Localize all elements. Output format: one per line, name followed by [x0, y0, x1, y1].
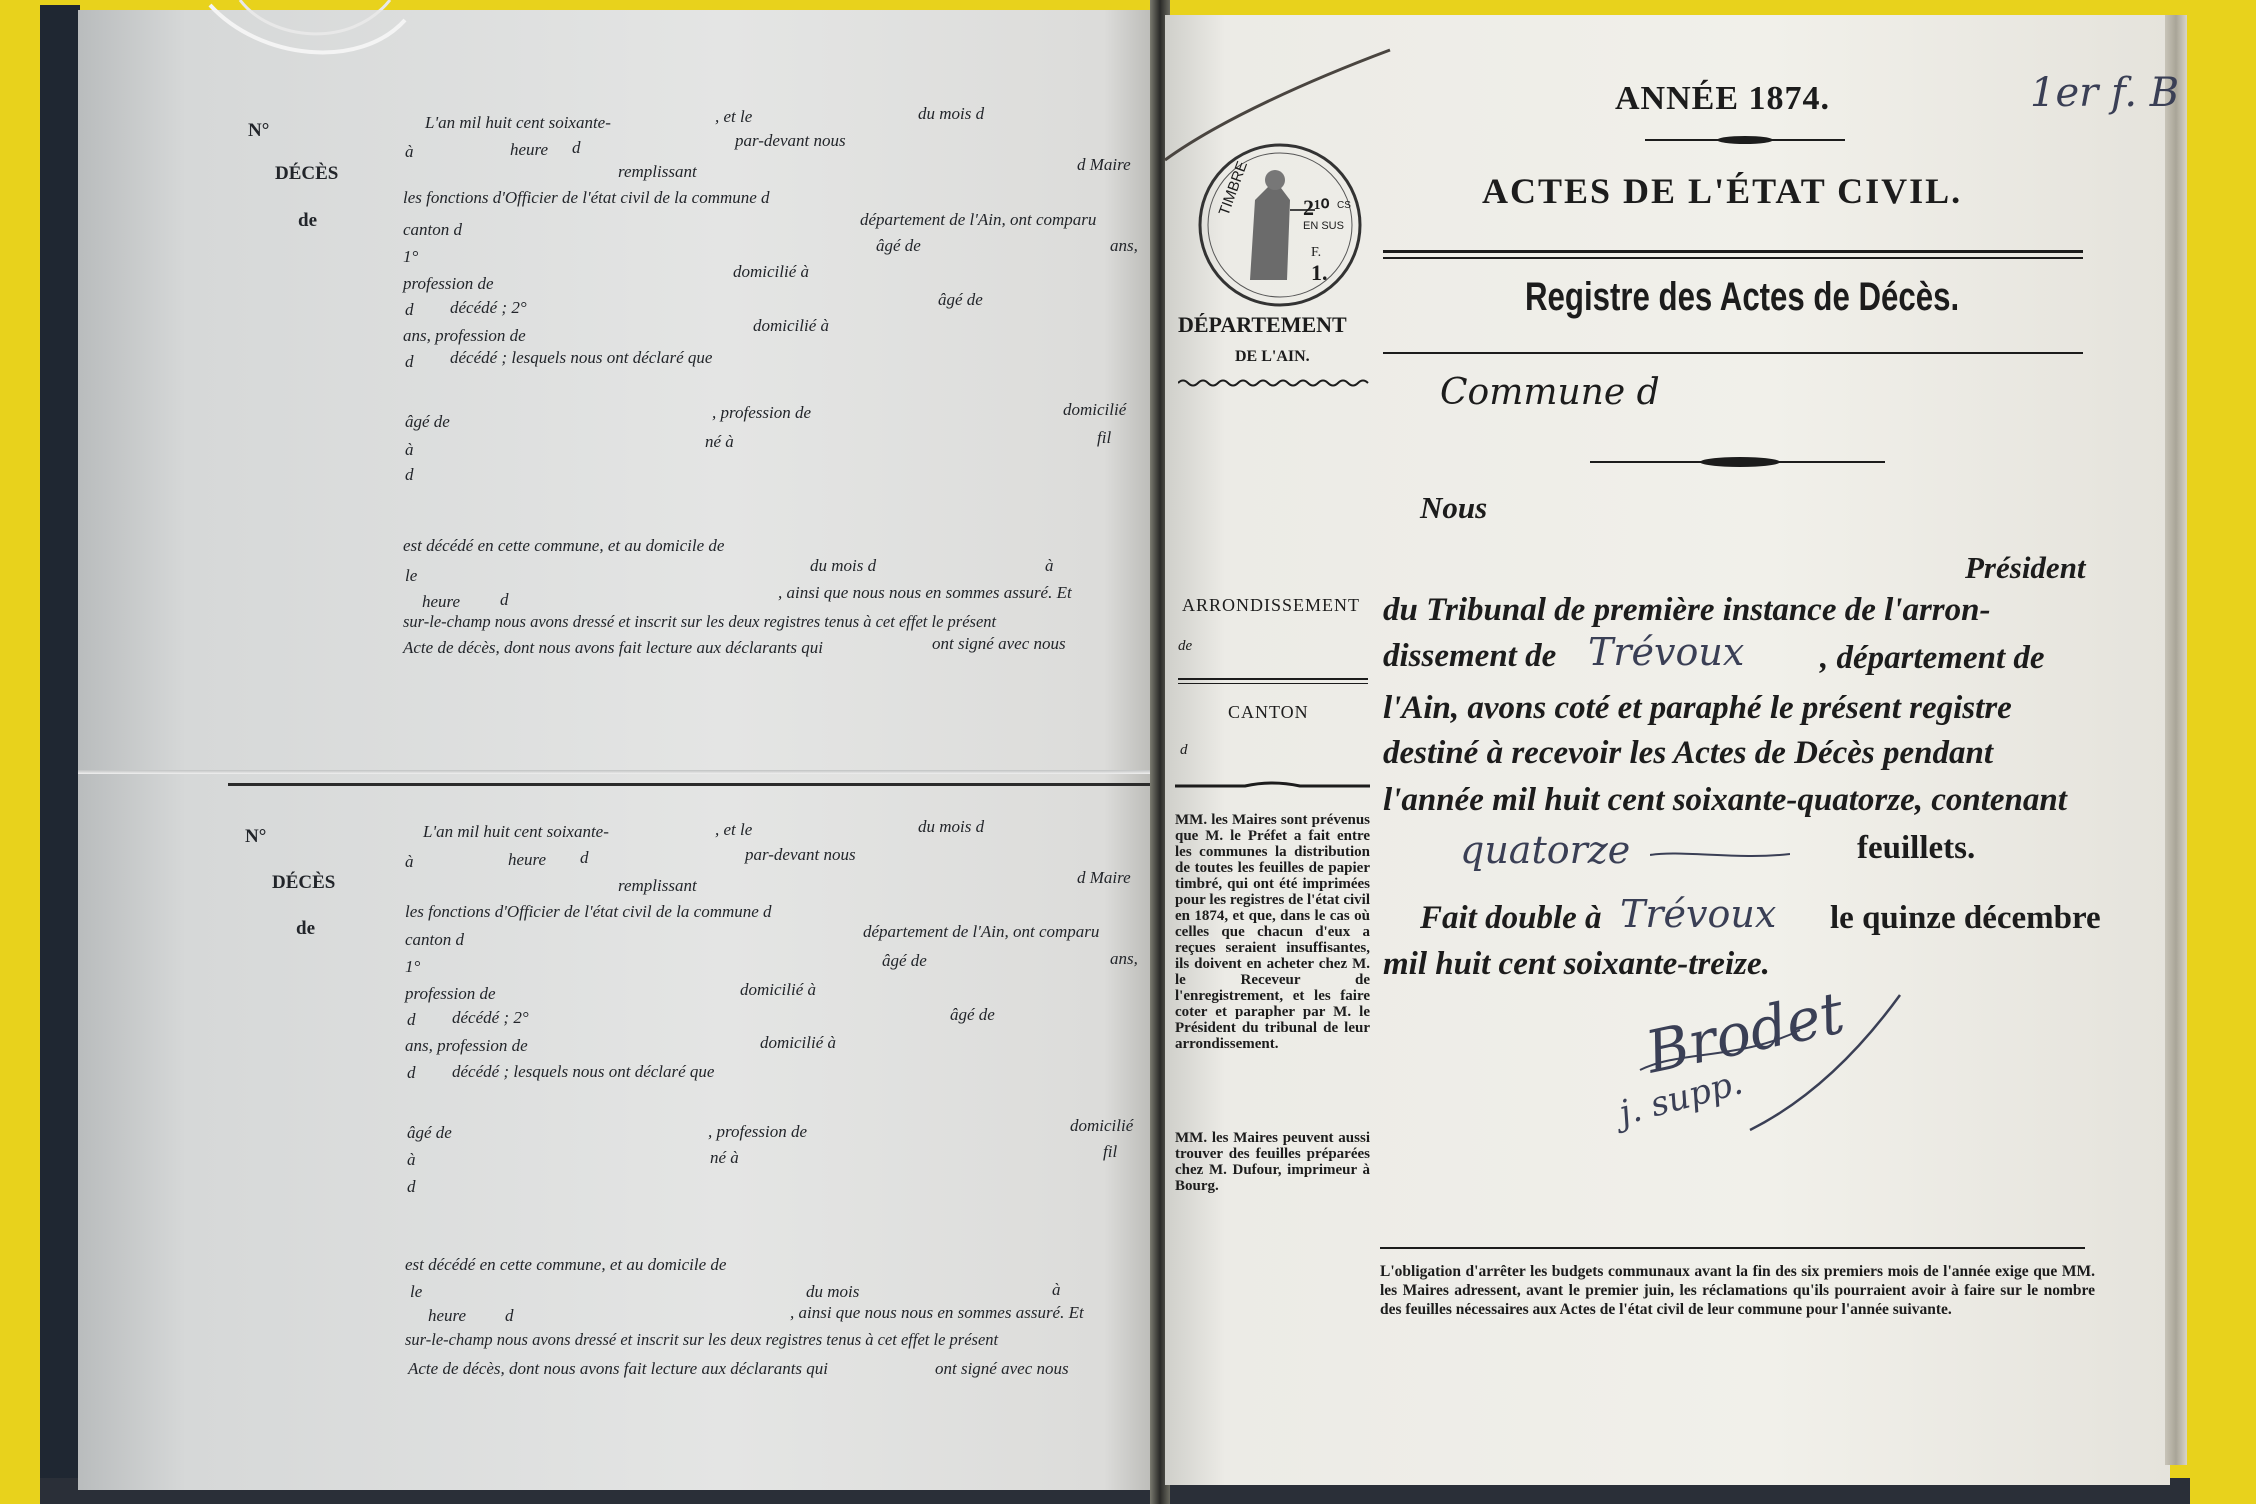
- entry-text: âgé de: [876, 236, 921, 255]
- stamp-f-value: 1.: [1311, 260, 1328, 285]
- arrondissement-de: de: [1178, 638, 1193, 654]
- deces-label: DÉCÈS: [275, 163, 339, 184]
- commune-label: Commune d: [1440, 372, 1660, 413]
- de-l-ain-label: DE L'AIN.: [1235, 348, 1310, 365]
- handwritten-dash: [1650, 850, 1790, 860]
- title-rule: [1383, 352, 2083, 354]
- entry-text: décédé ; 2°: [450, 298, 527, 317]
- entry-text: par-devant nous: [735, 131, 846, 150]
- book-cover: [40, 5, 80, 1504]
- entry-text: heure: [428, 1306, 467, 1325]
- sidebar-rule: [1178, 683, 1368, 684]
- sidebar-note-dufour: MM. les Maires peuvent aussi trouver des feuilles préparées chez M. Dufour, imprimeur à Bourg.: [1175, 1130, 1370, 1194]
- arrondissement-label: ARRONDISSEMENT: [1182, 595, 1361, 615]
- entry-text: profession de: [405, 984, 496, 1003]
- footer-note: L'obligation d'arrêter les budgets communaux avant la fin des six premiers mois de l'année exige que MM. les Maires adressent, avant le premier juin, les réclamations qu'ils pourraient avoir à faire sur le nombre des feuilles nécessaires aux Actes de l'état civil de leur commune pour l'année suivante.: [1380, 1263, 2095, 1318]
- entry-text: d: [500, 590, 509, 609]
- sidebar-flourish: [1175, 780, 1370, 792]
- entry-text: fil: [1103, 1142, 1118, 1161]
- entry-text: du mois d: [918, 817, 985, 836]
- entry-text: d: [580, 848, 589, 867]
- entry-text: d: [407, 1063, 416, 1082]
- entry-text: décédé ; 2°: [452, 1008, 529, 1027]
- entry-text: d Maire: [1077, 868, 1131, 887]
- entry-text: ont signé avec nous: [932, 634, 1066, 653]
- entry-text: domicilié à: [753, 316, 830, 335]
- entry-text: d: [407, 1010, 416, 1029]
- entry-text: sur-le-champ nous avons dressé et inscrit sur les deux registres tenus à cet effet le présent: [405, 1330, 999, 1349]
- entry-text: 1°: [405, 957, 421, 976]
- double-rule: [1383, 257, 2083, 259]
- entry-text: à: [405, 440, 414, 459]
- declaration-line: dissement de: [1383, 638, 1557, 674]
- declaration-line: , département de: [1820, 640, 2045, 676]
- entry-text: décédé ; lesquels nous ont déclaré que: [450, 348, 713, 367]
- entry-text: ans,: [1110, 949, 1138, 968]
- entry-text: à: [407, 1150, 416, 1169]
- entry-text: profession de: [403, 274, 494, 293]
- stamp-price: 2¹⁰: [1303, 195, 1330, 220]
- entry-text: département de l'Ain, ont comparu: [860, 210, 1097, 229]
- entry-text: , et le: [715, 820, 753, 839]
- folio-mark: 1er f. B: [2030, 70, 2180, 116]
- stamp-f-label: F.: [1311, 245, 1322, 260]
- president-label: Président: [1965, 550, 2086, 585]
- canton-label: CANTON: [1228, 702, 1309, 722]
- entry-text: est décédé en cette commune, et au domicile de: [405, 1255, 727, 1274]
- entry-text: domicilié: [1070, 1116, 1134, 1135]
- entry-text: domicilié: [1063, 400, 1127, 419]
- declaration-line: l'année mil huit cent soixante-quatorze, contenant: [1383, 782, 2067, 818]
- entry-number-label: N°: [248, 120, 270, 141]
- entry-text: canton d: [403, 220, 463, 239]
- entry-text: remplissant: [618, 162, 697, 181]
- entry-text: fil: [1097, 428, 1112, 447]
- entry-text: par-devant nous: [745, 845, 856, 864]
- departement-label: DÉPARTEMENT: [1178, 312, 1347, 337]
- entry-text: L'an mil huit cent soixante-: [423, 822, 609, 841]
- nous-label: Nous: [1420, 490, 1488, 525]
- entry-text: âgé de: [950, 1005, 995, 1024]
- ornament-rule: [1645, 133, 1845, 147]
- deces-label: DÉCÈS: [272, 872, 336, 893]
- ornament-rule: [1590, 455, 1885, 469]
- entry-text: heure: [510, 140, 549, 159]
- entry-text: Acte de décès, dont nous avons fait lecture aux déclarants qui: [403, 638, 824, 657]
- entry-text: du mois d: [918, 104, 985, 123]
- entry-text: d: [405, 300, 414, 319]
- entry-text: les fonctions d'Officier de l'état civil de la commune d: [405, 902, 772, 921]
- entry-text: d Maire: [1077, 155, 1131, 174]
- entry-text: d: [405, 465, 414, 484]
- entry-text: né à: [710, 1148, 739, 1167]
- timbre-stamp: [1195, 140, 1365, 310]
- declaration-line: Fait double à: [1420, 900, 1602, 936]
- entry-text: d: [505, 1306, 514, 1325]
- handwritten-feuillets: quatorze: [1460, 828, 1631, 872]
- entry-text: , et le: [715, 107, 753, 126]
- entry-text: âgé de: [882, 951, 927, 970]
- stamp-price-suffix: CS: [1337, 200, 1351, 211]
- declaration-line: destiné à recevoir les Actes de Décès pendant: [1383, 735, 1994, 771]
- deces-de-label: de: [298, 210, 317, 231]
- entry-text: d: [405, 352, 414, 371]
- entry-text: , profession de: [708, 1122, 808, 1141]
- entry-text: décédé ; lesquels nous ont déclaré que: [452, 1062, 715, 1081]
- canton-d: d: [1180, 742, 1188, 758]
- entry-text: ans,: [1110, 236, 1138, 255]
- entry-text: à: [1045, 556, 1054, 575]
- declaration-line: du Tribunal de première instance de l'arron-: [1383, 592, 1991, 628]
- entry-text: domicilié à: [740, 980, 817, 999]
- declaration-line: mil huit cent soixante-treize.: [1383, 946, 1770, 982]
- stamp-ensus: EN SUS: [1303, 220, 1344, 232]
- declaration-line: le quinze décembre: [1830, 900, 2101, 936]
- entry-text: les fonctions d'Officier de l'état civil de la commune d: [403, 188, 770, 207]
- declaration-line: feuillets.: [1857, 830, 1976, 866]
- entry-text: le: [405, 566, 418, 585]
- handwritten-fait-double: Trévoux: [1620, 892, 1777, 936]
- page-fold: [78, 770, 1158, 774]
- entry-text: 1°: [403, 247, 419, 266]
- entry-text: à: [405, 142, 414, 161]
- signature-flourish: [1620, 990, 1920, 1150]
- entry-text: né à: [705, 432, 734, 451]
- entry-text: à: [405, 852, 414, 871]
- binding-thread: [200, 0, 420, 80]
- actes-title: ACTES DE L'ÉTAT CIVIL.: [1482, 171, 1963, 211]
- entry-text: remplissant: [618, 876, 697, 895]
- entry-text: à: [1052, 1280, 1061, 1299]
- entry-text: canton d: [405, 930, 465, 949]
- deces-de-label: de: [296, 918, 315, 939]
- signature: Brodet: [1640, 978, 1850, 1087]
- entry-text: ans, profession de: [403, 326, 526, 345]
- entry-text: Acte de décès, dont nous avons fait lecture aux déclarants qui: [408, 1359, 829, 1378]
- sidebar-note-prefet: MM. les Maires sont prévenus que M. le Préfet a fait entre les communes la distribution de toutes les feuilles de papier timbré, qui ont été imprimées pour les registres de l'état civil en 1874, et que, dans le cas où celles que chacun d'eux a reçues seraient insuffisantes, ils doivent en acheter chez M. le Receveur de l'enregistrement, et les faire coter et parapher par M. le Président du tribunal de leur arrondissement.: [1175, 812, 1370, 1052]
- entry-text: du mois d: [810, 556, 877, 575]
- entry-text: département de l'Ain, ont comparu: [863, 922, 1100, 941]
- footer-rule: [1380, 1247, 2085, 1249]
- entry-text: âgé de: [938, 290, 983, 309]
- entry-number-label: N°: [245, 826, 267, 847]
- stamp-ring-text: TIMBRE: [1215, 158, 1252, 219]
- double-rule: [1383, 250, 2083, 253]
- entry-text: est décédé en cette commune, et au domicile de: [403, 536, 725, 555]
- registre-title: Registre des Actes de Décès.: [1525, 275, 1960, 319]
- entry-text: heure: [422, 592, 461, 611]
- entry-text: le: [410, 1282, 423, 1301]
- entry-separator: [228, 783, 1150, 786]
- year-title: ANNÉE 1874.: [1615, 80, 1831, 117]
- entry-text: ont signé avec nous: [935, 1359, 1069, 1378]
- entry-text: d: [572, 138, 581, 157]
- entry-text: domicilié à: [733, 262, 810, 281]
- entry-text: d: [407, 1177, 416, 1196]
- signature-title: j. supp.: [1615, 1062, 1747, 1134]
- entry-text: L'an mil huit cent soixante-: [425, 113, 611, 132]
- handwritten-arrondissement: Trévoux: [1588, 630, 1745, 674]
- entry-text: âgé de: [405, 412, 450, 431]
- entry-text: , ainsi que nous nous en sommes assuré. Et: [790, 1303, 1084, 1322]
- sidebar-rule: [1178, 678, 1368, 680]
- entry-text: domicilié à: [760, 1033, 837, 1052]
- entry-text: ans, profession de: [405, 1036, 528, 1055]
- entry-text: sur-le-champ nous avons dressé et inscrit sur les deux registres tenus à cet effet le présent: [403, 612, 997, 631]
- entry-text: âgé de: [407, 1123, 452, 1142]
- declaration-line: l'Ain, avons coté et paraphé le présent registre: [1383, 690, 2012, 726]
- page-edges: [2165, 15, 2187, 1465]
- entry-text: du mois: [806, 1282, 860, 1301]
- wavy-rule: [1178, 378, 1373, 388]
- entry-text: heure: [508, 850, 547, 869]
- entry-text: , ainsi que nous nous en sommes assuré. Et: [778, 583, 1072, 602]
- entry-text: , profession de: [712, 403, 812, 422]
